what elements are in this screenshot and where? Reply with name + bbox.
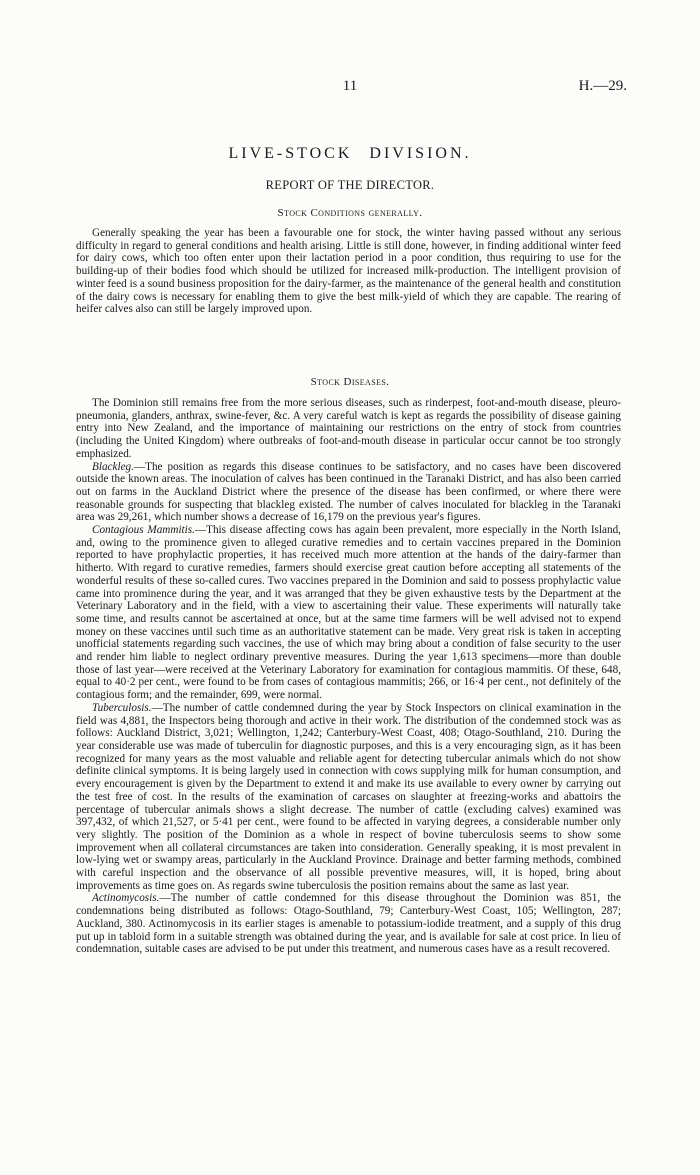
diseases-intro-paragraph: The Dominion still remains free from the more serious diseases, such as rinderpest, foot-and-mouth disease, pleuro-pneumonia, glanders, anthrax, swine-fever, &c. A very careful watch is kept as regards the possibility of disease gaining entry into New Zealand, and the importance of maintaining our restrictions on the entry of stock from countries (including the United Kingdom) where outbreaks of foot-and-mouth disease in particular occur cannot be too strongly emphasized. <box>76 397 621 460</box>
division-title: LIVE-STOCK DIVISION. <box>228 145 472 162</box>
actinomycosis-paragraph <box>76 892 621 956</box>
page-number: 11 <box>342 78 358 94</box>
stock-conditions-paragraph: Generally speaking the year has been a favourable one for stock, the winter having passed without any serious difficulty in regard to general conditions and health arising. Little is still done, however, in finding additional winter feed for dairy cows, which too often enter upon their lactation period in a poor condition, thus requiring to use for the building-up of their bodies food which should be utilized for increased milk-production. The intelligent provision of winter feed is a sound business proposition for the dairy-farmer, as the maintenance of the general health and constitution of the dairy cows is necessary for enabling them to give the best milk-yield of which they are capable. The rearing of heifer calves also can still be largely improved upon. <box>76 227 621 316</box>
section-heading-stock-diseases: Stock Diseases. <box>310 376 390 388</box>
blackleg-subheading: Blackleg. <box>92 460 134 473</box>
actinomycosis-subheading: Actinomycosis. <box>92 892 160 905</box>
blackleg-paragraph <box>76 461 621 525</box>
tuberculosis-paragraph <box>76 702 621 893</box>
blackleg-text: —The position as regards this disease continues to be satisfactory, and no cases have been discovered outside the known areas. The inoculation of calves has been continued in the Taranaki District, and has also been carried out on farms in the Auckland District where the presence of the disease has been confirmed, or where there were reasonable grounds for suspecting that blackleg existed. The number of calves inoculated for blackleg in the Taranaki area was 29,261, which number shows a decrease of 16,179 on the previous year's figures. <box>76 460 621 524</box>
section-heading-stock-conditions: Stock Conditions generally. <box>277 207 423 219</box>
actinomycosis-text: —The number of cattle condemned for this disease throughout the Dominion was 851, the condemnations being distributed as follows: Otago-Southland, 79; Canterbury-West Coast, 105; Wellington, 287; Auckland, 380. Actinomycosis in its earlier stages is amenable to potassium-iodide treatment, and a supply of this drug put up in tabloid form in a suitable strength was obtained during the year, and is available for sale at cost price. In lieu of condemnation, suitable cases are advised to be put under this treatment, and numerous cases have as a result recovered. <box>76 892 621 956</box>
mammitis-subheading: Contagious Mammitis. <box>92 524 195 537</box>
mammitis-text: —This disease affecting cows has again been prevalent, more especially in the North Island, and, owing to the prominence given to alleged curative remedies and to certain vaccines prepared in the Dominion reported to have prophylactic properties, it has received much more attention at the hands of the dairy-farmer than hitherto. With regard to curative remedies, farmers should exercise great caution before accepting all statements of the wonderful results of these so-called cures. Two vaccines prepared in the Dominion and said to possess prophylactic value came into prominence during the year, and it was arranged that they be given exhaustive tests by the Department at the Veterinary Laboratory and in the field, with a view to ascertaining their value. These experiments will naturally take some time, and results cannot be ascertained at once, but at the same time farmers will be well advised not to expend money on these vaccines until such time as an authoritative statement can be made. Very great risk is taken in accepting unofficial statements regarding such vaccines, the use of which may bring about a condition of false security to the user and render him liable to neglect ordinary preventive measures. During the year 1,613 specimens—more than double those of last year—were received at the Veterinary Laboratory for examination for contagious mammitis. Of these, 648, equal to 40·2 per cent., were found to be from cases of contagious mammitis; 266, or 16·4 per cent., not definitely of the contagious form; and the remainder, 699, were normal. <box>76 524 621 702</box>
report-title: REPORT OF THE DIRECTOR. <box>265 178 435 192</box>
document-code: H.—29. <box>578 78 627 94</box>
stock-diseases-body <box>76 397 621 956</box>
mammitis-paragraph <box>76 524 621 702</box>
tuberculosis-text: —The number of cattle condemned during the year by Stock Inspectors on clinical examination in the field was 4,881, the Inspectors being thorough and active in their work. The distribution of the condemned stock was as follows: Auckland District, 3,021; Wellington, 1,242; Canterbury-West Coast, 408; Otago-Southland, 210. During the year considerable use was made of tuberculin for diagnostic purposes, and this is a very encouraging sign, as it has been recognized for many years as the most valuable and reliable agent for detecting tubercular animals which do not show definite clinical symptoms. It is being largely used in connection with cows supplying milk for human consumption, and every encouragement is given by the Department to extend it and make its use available to every owner by carrying out the test free of cost. In the results of the examination of carcases on slaughter at freezing-works and abattoirs the percentage of tubercular animals shows a slight decrease. The number of cattle (excluding calves) examined was 397,432, of which 21,527, or 5·41 per cent., were found to be affected in varying degrees, a considerable number only very slightly. The position of the Dominion as a whole in respect of bovine tuberculosis seems to show some improvement when all collateral circumstances are taken into consideration. Generally speaking, it is most prevalent in low-lying wet or swampy areas, particularly in the Auckland Province. Drainage and better farming methods, combined with careful inspection and the observance of all possible preventive measures, will, it is hoped, bring about improvements as time goes on. As regards swine tuberculosis the position remains about the same as last year. <box>76 701 621 892</box>
tuberculosis-subheading: Tuberculosis. <box>92 701 152 714</box>
